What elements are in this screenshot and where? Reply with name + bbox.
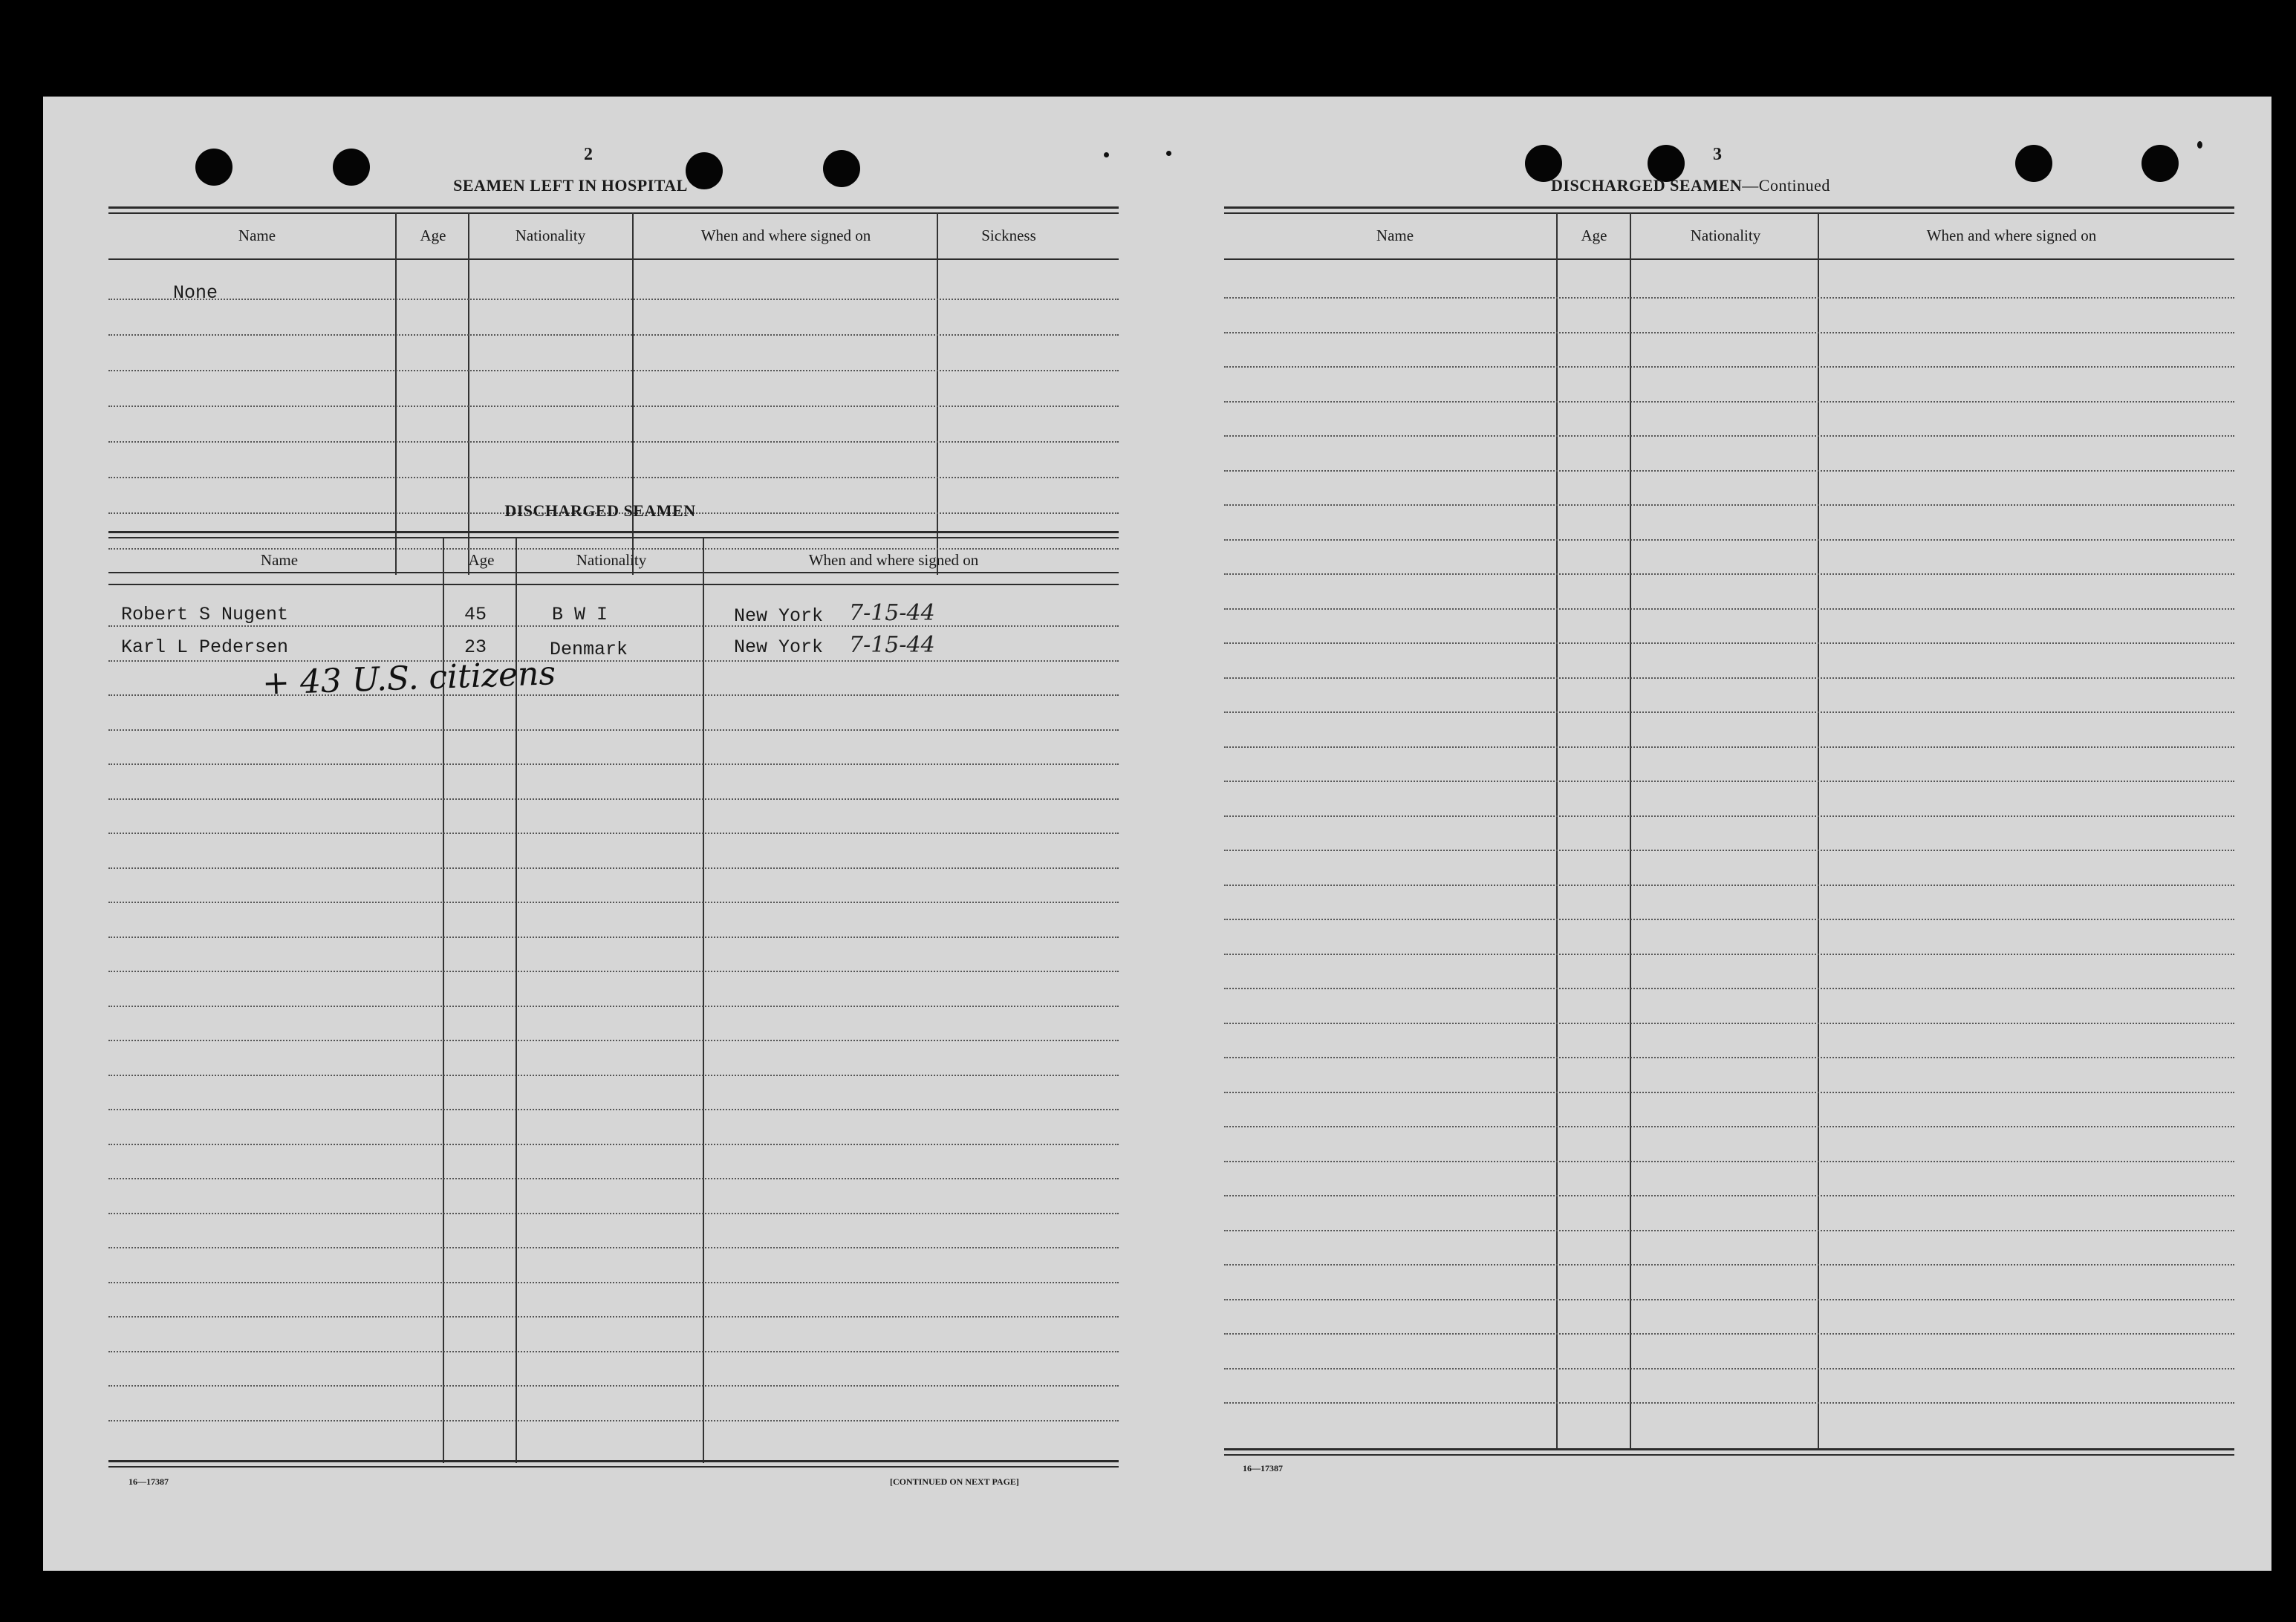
punch-hole [823, 150, 860, 187]
ruled-row-line [1224, 539, 2234, 541]
ruled-row-line [108, 694, 1119, 696]
discharged-header-signed-on: When and where signed on [808, 551, 979, 569]
seaman-2-place: New York [734, 636, 824, 658]
ruled-row-line [1224, 815, 2234, 817]
page-number: 2 [584, 145, 593, 164]
ruled-row-line [1224, 988, 2234, 989]
discharged-header-nationality: Nationality [576, 551, 647, 569]
discharged-header-name: Name [260, 551, 299, 569]
ruled-row-line [1224, 885, 2234, 886]
header-rule [108, 206, 1119, 209]
ink-speck [1166, 151, 1171, 156]
column-divider [937, 212, 938, 575]
continued-note: [CONTINUED ON NEXT PAGE] [890, 1476, 1019, 1487]
punch-hole [195, 149, 232, 186]
ruled-row-line [1224, 1264, 2234, 1266]
ruled-row-line [108, 729, 1119, 731]
ruled-row-line [1224, 850, 2234, 851]
ruled-row-line [1224, 332, 2234, 333]
discharged-header-age: Age [468, 551, 495, 569]
column-header-rule [108, 258, 1119, 260]
ruled-row-line [1224, 1161, 2234, 1162]
ruled-row-line [1224, 1195, 2234, 1196]
ruled-row-line [108, 937, 1119, 938]
ruled-row-line [1224, 642, 2234, 644]
punch-hole [333, 149, 370, 186]
ruled-row-line [108, 1040, 1119, 1041]
ruled-row-line [108, 763, 1119, 765]
section-end-rule [108, 1466, 1119, 1468]
document-sheet [43, 97, 2271, 1571]
header-rule [108, 212, 1119, 214]
ruled-row-line [1224, 470, 2234, 472]
discharged-continued-suffix: —Continued [1742, 176, 1830, 195]
continued-header-age: Age [1581, 227, 1607, 244]
hospital-header-signed-on: When and where signed on [700, 227, 871, 244]
ruled-row-line [108, 1178, 1119, 1179]
ruled-row-line [1224, 573, 2234, 575]
punch-hole [2015, 145, 2052, 182]
seaman-1-nationality: B W I [552, 604, 608, 625]
continued-header-nationality: Nationality [1690, 227, 1761, 244]
ruled-row-line [1224, 1333, 2234, 1335]
ruled-row-line [1224, 919, 2234, 920]
punch-hole [2141, 145, 2179, 182]
seaman-2-nationality: Denmark [550, 639, 628, 660]
ruled-row-line [1224, 1092, 2234, 1093]
ruled-row-line [1224, 1299, 2234, 1300]
ruled-row-line [108, 1385, 1119, 1387]
discharged-section-title: DISCHARGED SEAMEN [504, 501, 696, 520]
discharged-continued-title [1551, 176, 1863, 195]
ruled-row-line [1224, 504, 2234, 506]
seaman-1-age: 45 [464, 604, 487, 625]
seaman-2-name: Karl L Pedersen [121, 636, 289, 658]
ruled-row-line [108, 1213, 1119, 1214]
ruled-row-line [108, 1075, 1119, 1076]
ruled-row-line [1224, 677, 2234, 679]
ruled-row-line [1224, 1368, 2234, 1369]
section-end-rule [1224, 1448, 2234, 1450]
continued-header-name: Name [1376, 227, 1414, 244]
section-end-rule [108, 572, 1119, 573]
ruled-row-line [1224, 297, 2234, 299]
ink-speck [2197, 141, 2202, 149]
ruled-row-line [1224, 1057, 2234, 1058]
ruled-row-line [108, 441, 1119, 443]
ruled-row-line [108, 548, 1119, 550]
header-rule [108, 537, 1119, 538]
ruled-row-line [108, 334, 1119, 336]
ruled-row-line [108, 1109, 1119, 1110]
ruled-row-line [108, 1282, 1119, 1283]
form-number-left: 16—17387 [129, 1476, 169, 1487]
page-number: 3 [1713, 145, 1722, 164]
hospital-header-sickness: Sickness [981, 227, 1036, 244]
ruled-row-line [1224, 1023, 2234, 1024]
ruled-row-line [108, 1420, 1119, 1421]
ruled-row-line [108, 1316, 1119, 1318]
ruled-row-line [108, 1247, 1119, 1248]
hospital-entry-none: None [173, 282, 218, 304]
column-header-rule [1224, 258, 2234, 260]
ruled-row-line [108, 406, 1119, 407]
ruled-row-line [1224, 711, 2234, 713]
hospital-header-nationality: Nationality [515, 227, 586, 244]
ruled-row-line [1224, 954, 2234, 955]
seaman-1-date: 7-15-44 [849, 600, 935, 626]
column-divider [703, 538, 704, 1463]
ruled-row-line [1224, 401, 2234, 403]
hospital-header-age: Age [420, 227, 446, 244]
hospital-header-name: Name [238, 227, 276, 244]
seaman-2-age: 23 [464, 636, 487, 658]
seaman-2-date: 7-15-44 [849, 632, 935, 658]
ruled-row-line [108, 833, 1119, 834]
header-rule [108, 531, 1119, 533]
ruled-row-line [108, 299, 1119, 300]
ruled-row-line [1224, 608, 2234, 610]
handwritten-citizens-note: + 43 U.S. citizens [261, 654, 556, 703]
header-rule [1224, 206, 2234, 209]
ruled-row-line [108, 798, 1119, 800]
seaman-1-name: Robert S Nugent [121, 604, 289, 625]
ruled-row-line [108, 477, 1119, 478]
section-end-rule [108, 1460, 1119, 1462]
seaman-1-place: New York [734, 605, 824, 627]
ruled-row-line [1224, 366, 2234, 368]
ruled-row-line [1224, 1230, 2234, 1231]
ruled-row-line [1224, 1402, 2234, 1404]
ruled-row-line [108, 867, 1119, 869]
header-rule [1224, 212, 2234, 214]
ruled-row-line [108, 971, 1119, 972]
ruled-row-line [108, 370, 1119, 371]
ruled-row-line [1224, 1126, 2234, 1127]
form-number-right: 16—17387 [1243, 1463, 1283, 1473]
ruled-row-line [1224, 781, 2234, 782]
column-header-rule [108, 584, 1119, 585]
ruled-row-line [108, 1351, 1119, 1352]
ruled-row-line [108, 1144, 1119, 1145]
section-end-rule [1224, 1454, 2234, 1456]
ruled-row-line [1224, 435, 2234, 437]
continued-header-signed-on: When and where signed on [1926, 227, 2097, 244]
ruled-row-line [108, 902, 1119, 903]
ruled-row-line [108, 1006, 1119, 1007]
discharged-continued-main: DISCHARGED SEAMEN [1551, 176, 1743, 195]
ruled-row-line [1224, 746, 2234, 748]
column-divider [395, 212, 397, 575]
ink-speck [1104, 152, 1109, 157]
ruled-row-line [108, 625, 1119, 627]
hospital-section-title: SEAMEN LEFT IN HOSPITAL [453, 176, 688, 195]
